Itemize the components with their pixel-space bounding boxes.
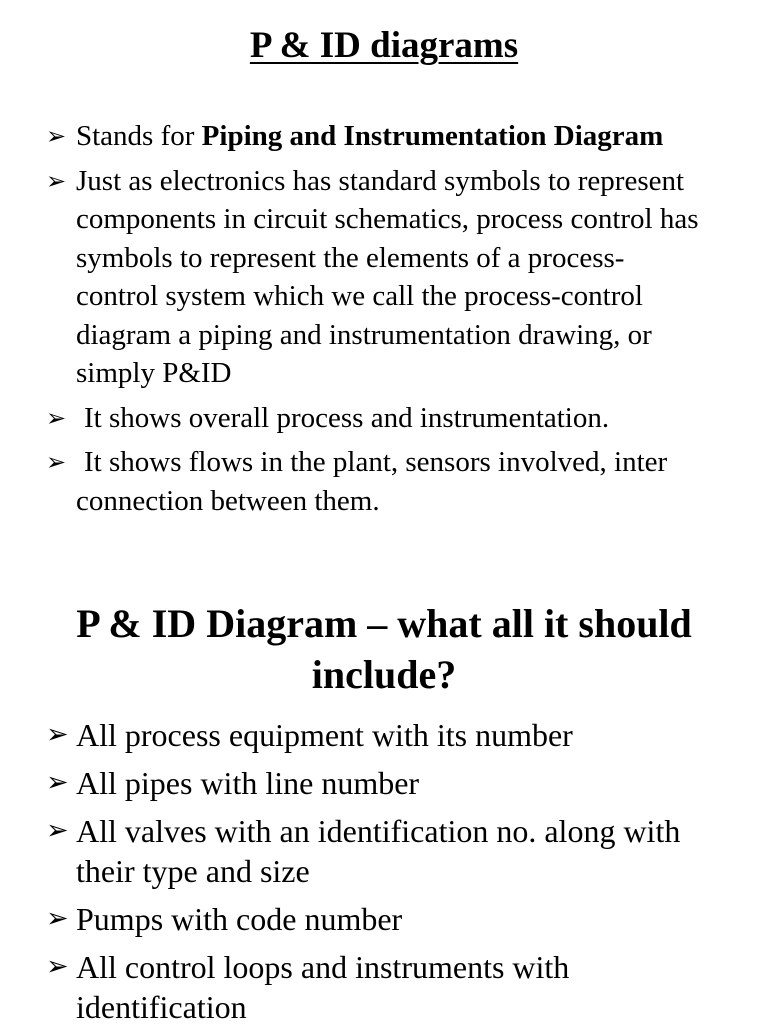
intro-bullet-list <box>0 117 700 526</box>
bullet-text: All process equipment with its number <box>76 717 573 753</box>
bullet-text: All control loops and instruments with identification <box>76 949 570 1024</box>
list-item <box>0 399 700 438</box>
bullet-text: It shows flows in the plant, sensors involved, inter connection between them. <box>76 446 668 517</box>
bullet-text: Pumps with code number <box>76 901 403 937</box>
arrow-bullet-icon: ➢ <box>46 903 69 934</box>
bullet-text: All valves with an identification no. along with their type and size <box>76 813 681 889</box>
list-item <box>0 763 725 803</box>
arrow-bullet-icon: ➢ <box>46 767 69 798</box>
bullet-text: It shows overall process and instrumentation. <box>84 401 610 434</box>
bullet-text: Just as electronics has standard symbols to represent components in circuit schematics, process control has symbols to represent the elements of a process-control system which we call the process-control diagram a piping and instrumentation drawing, or simply P&ID <box>76 164 699 389</box>
list-item <box>0 162 700 393</box>
list-item <box>0 899 725 939</box>
bullet-text-prefix: Stands for <box>76 120 202 152</box>
list-item <box>0 715 725 755</box>
page-title <box>0 22 768 70</box>
arrow-bullet-icon: ➢ <box>46 403 67 432</box>
list-item <box>0 947 725 1024</box>
arrow-bullet-icon: ➢ <box>46 815 69 846</box>
arrow-bullet-icon: ➢ <box>46 951 69 982</box>
section-heading: P & ID Diagram – what all it should include? <box>76 601 692 697</box>
bullet-text: All pipes with line number <box>76 765 420 801</box>
page-title-text: P & ID diagrams <box>249 25 519 66</box>
include-bullet-list <box>0 715 725 1024</box>
arrow-bullet-icon: ➢ <box>46 122 67 150</box>
arrow-bullet-icon: ➢ <box>46 448 67 476</box>
list-item <box>0 443 700 520</box>
list-item <box>0 811 725 891</box>
arrow-bullet-icon: ➢ <box>46 166 67 195</box>
arrow-bullet-icon: ➢ <box>46 719 69 750</box>
bullet-text-bold: Piping and Instrumentation Diagram <box>201 120 664 152</box>
list-item <box>0 117 700 156</box>
